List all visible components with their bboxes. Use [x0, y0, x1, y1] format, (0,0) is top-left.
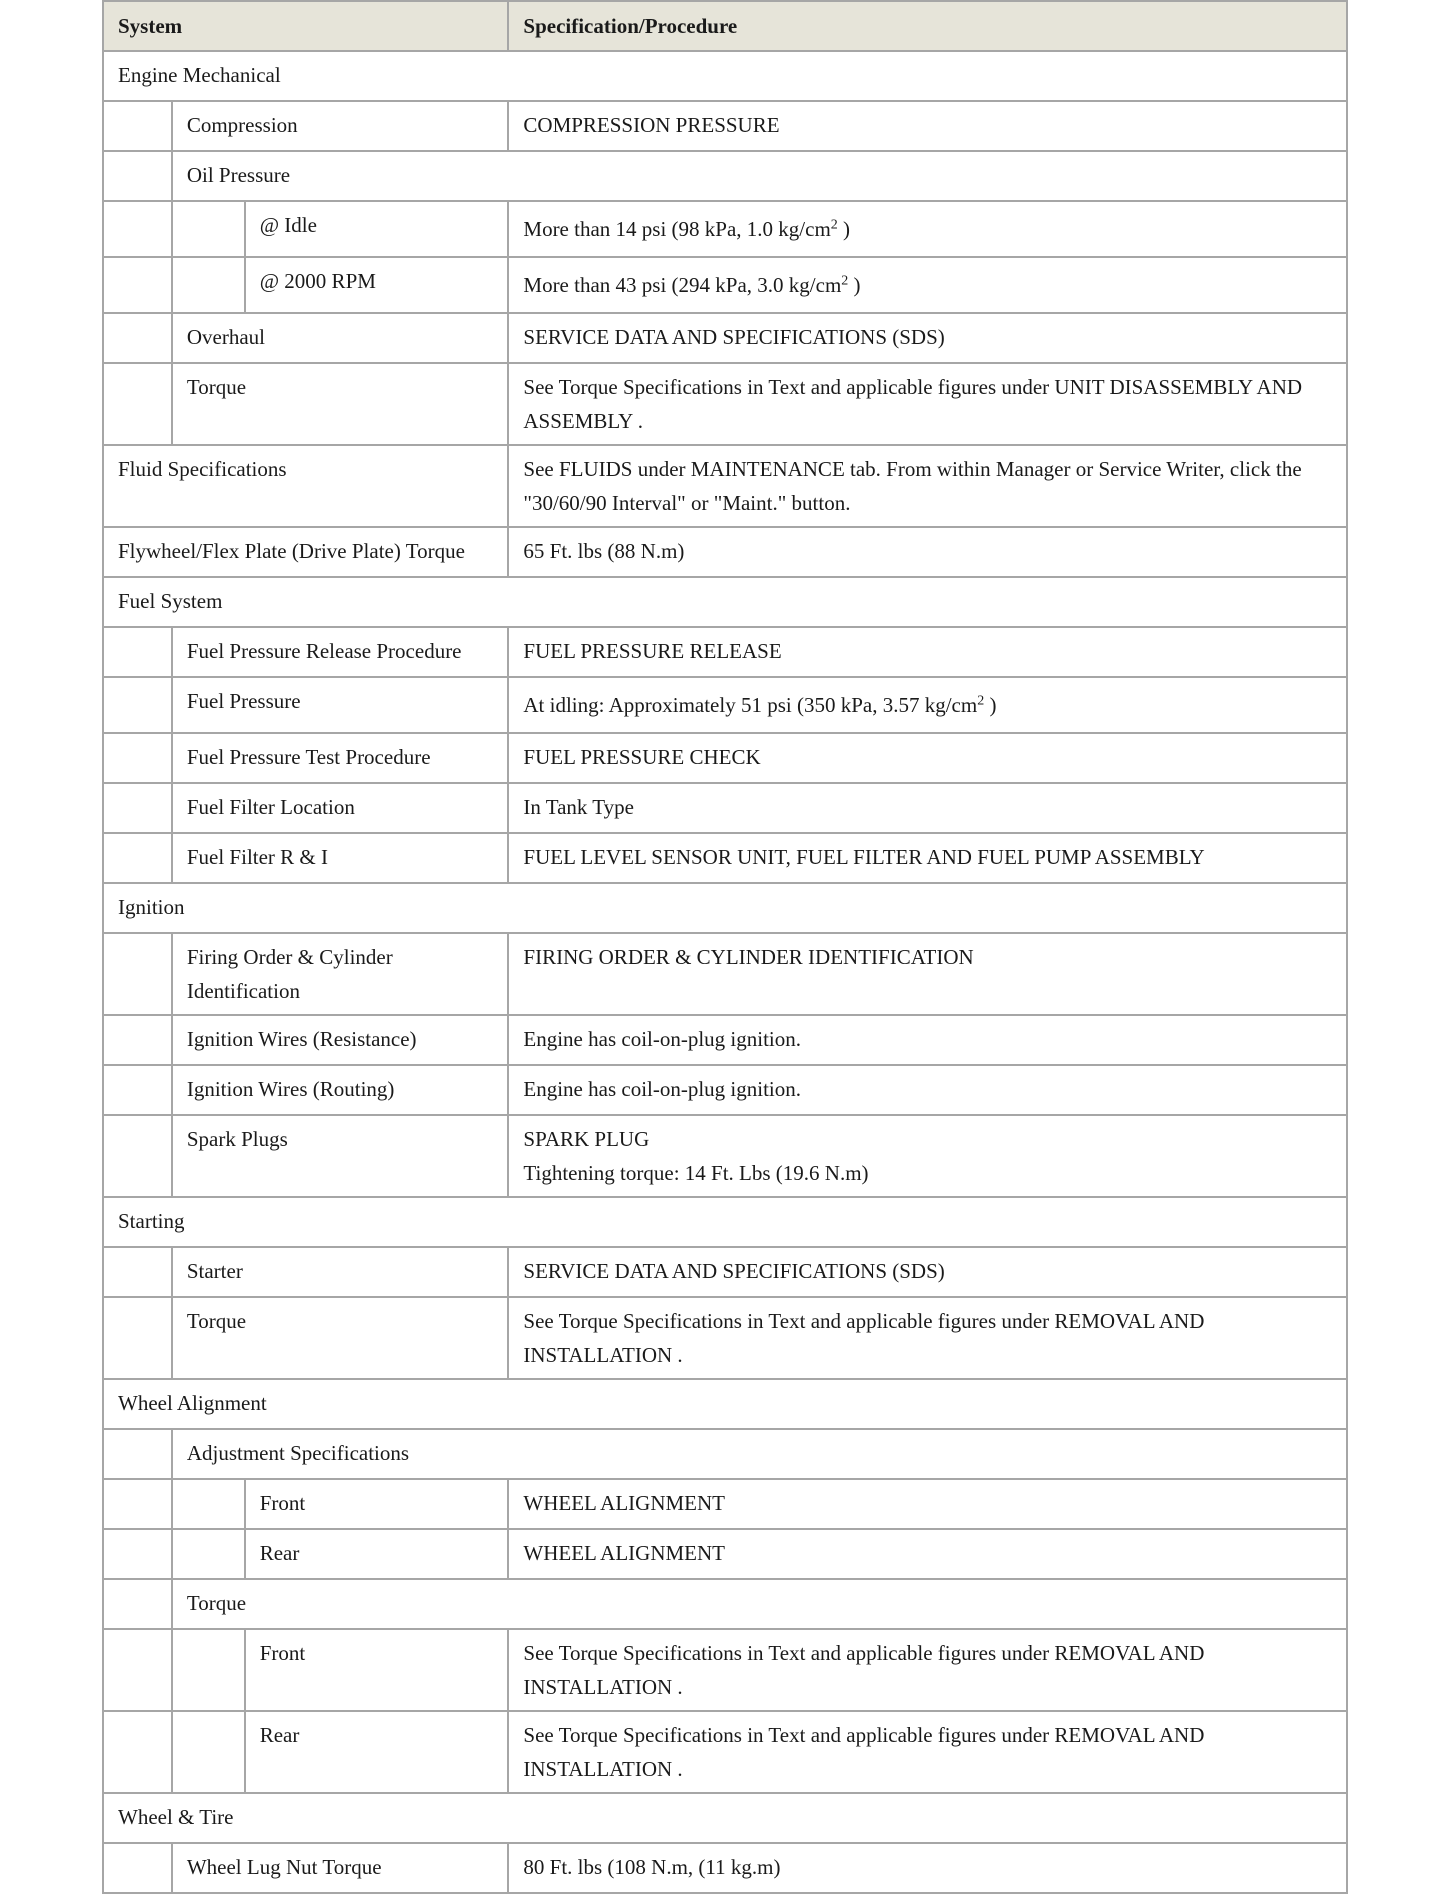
table-row — [103, 1793, 1347, 1843]
table-row — [103, 1379, 1347, 1429]
system-cell: Front — [245, 1629, 509, 1711]
indent-cell — [103, 1015, 172, 1065]
indent-cell — [103, 1297, 172, 1379]
table-row — [103, 1579, 1347, 1629]
indent-cell — [103, 1529, 172, 1579]
specifications-table — [102, 0, 1348, 1894]
system-cell: Fuel Filter Location — [172, 783, 509, 833]
spec-cell: Engine has coil-on-plug ignition. — [508, 1015, 1347, 1065]
system-cell: Starter — [172, 1247, 509, 1297]
header-row — [103, 1, 1347, 51]
spec-cell: WHEEL ALIGNMENT — [508, 1479, 1347, 1529]
indent-cell — [172, 257, 245, 313]
section-wheel-alignment: Wheel Alignment — [103, 1379, 1347, 1429]
indent-cell — [172, 1479, 245, 1529]
spec-cell — [508, 1115, 1347, 1197]
spec-text: More than 43 psi (294 kPa, 3.0 kg/cm — [523, 273, 842, 297]
table-row — [103, 1297, 1347, 1379]
indent-cell — [172, 1529, 245, 1579]
indent-cell — [103, 1843, 172, 1893]
table-row — [103, 1197, 1347, 1247]
system-cell: Ignition Wires (Resistance) — [172, 1015, 509, 1065]
superscript: 2 — [841, 273, 849, 289]
spec-text: SPARK PLUG — [523, 1127, 650, 1151]
system-cell: Fuel Pressure Release Procedure — [172, 627, 509, 677]
table-row — [103, 783, 1347, 833]
system-cell: Firing Order & Cylinder Identification — [172, 933, 509, 1015]
spec-text: ) — [848, 273, 861, 297]
table-row — [103, 933, 1347, 1015]
table-row — [103, 1843, 1347, 1893]
system-cell: Compression — [172, 101, 509, 151]
table-row — [103, 1479, 1347, 1529]
indent-cell — [172, 1629, 245, 1711]
table-row — [103, 577, 1347, 627]
indent-cell — [172, 1711, 245, 1793]
indent-cell — [103, 833, 172, 883]
spec-cell: COMPRESSION PRESSURE — [508, 101, 1347, 151]
indent-cell — [103, 201, 172, 257]
spec-cell: SERVICE DATA AND SPECIFICATIONS (SDS) — [508, 1247, 1347, 1297]
spec-cell: WHEEL ALIGNMENT — [508, 1529, 1347, 1579]
subsection-adjustment-specs: Adjustment Specifications — [172, 1429, 1347, 1479]
spec-cell: See Torque Specifications in Text and applicable figures under REMOVAL AND INSTALLATION . — [508, 1711, 1347, 1793]
section-ignition: Ignition — [103, 883, 1347, 933]
indent-cell — [103, 1579, 172, 1629]
system-cell: Spark Plugs — [172, 1115, 509, 1197]
table-row — [103, 257, 1347, 313]
indent-cell — [103, 1247, 172, 1297]
table-row — [103, 833, 1347, 883]
spec-cell: Engine has coil-on-plug ignition. — [508, 1065, 1347, 1115]
system-cell: @ Idle — [245, 201, 509, 257]
system-cell: Ignition Wires (Routing) — [172, 1065, 509, 1115]
indent-cell — [103, 257, 172, 313]
section-starting: Starting — [103, 1197, 1347, 1247]
system-cell: Torque — [172, 1297, 509, 1379]
spec-text: More than 14 psi (98 kPa, 1.0 kg/cm — [523, 217, 831, 241]
subsection-torque: Torque — [172, 1579, 1347, 1629]
spec-cell — [508, 677, 1347, 733]
indent-cell — [103, 363, 172, 445]
table-row — [103, 677, 1347, 733]
spec-cell: 65 Ft. lbs (88 N.m) — [508, 527, 1347, 577]
table-row — [103, 733, 1347, 783]
indent-cell — [103, 1429, 172, 1479]
table-row — [103, 1629, 1347, 1711]
system-cell: Fluid Specifications — [103, 445, 508, 527]
indent-cell — [103, 1479, 172, 1529]
indent-cell — [172, 201, 245, 257]
spec-cell: 80 Ft. lbs (108 N.m, (11 kg.m) — [508, 1843, 1347, 1893]
system-cell: Rear — [245, 1529, 509, 1579]
table-row — [103, 313, 1347, 363]
spec-cell — [508, 201, 1347, 257]
system-cell: Flywheel/Flex Plate (Drive Plate) Torque — [103, 527, 508, 577]
system-cell: Fuel Filter R & I — [172, 833, 509, 883]
spec-text: ) — [837, 217, 851, 241]
table-row — [103, 1711, 1347, 1793]
indent-cell — [103, 101, 172, 151]
spec-cell: SERVICE DATA AND SPECIFICATIONS (SDS) — [508, 313, 1347, 363]
table-row — [103, 445, 1347, 527]
spec-text: At idling: Approximately 51 psi (350 kPa, 3.57 kg/cm — [523, 693, 978, 717]
column-header-spec: Specification/Procedure — [508, 1, 1347, 51]
table-row — [103, 883, 1347, 933]
spec-cell: FUEL PRESSURE RELEASE — [508, 627, 1347, 677]
spec-cell: See Torque Specifications in Text and applicable figures under UNIT DISASSEMBLY AND ASSEMBLY . — [508, 363, 1347, 445]
indent-cell — [103, 783, 172, 833]
spec-cell — [508, 257, 1347, 313]
table-row — [103, 1015, 1347, 1065]
subsection-oil-pressure: Oil Pressure — [172, 151, 1347, 201]
table-row — [103, 201, 1347, 257]
table-row — [103, 527, 1347, 577]
spec-cell: In Tank Type — [508, 783, 1347, 833]
table-row — [103, 51, 1347, 101]
table-row — [103, 1065, 1347, 1115]
system-cell: Overhaul — [172, 313, 509, 363]
indent-cell — [103, 677, 172, 733]
indent-cell — [103, 1711, 172, 1793]
table-row — [103, 1529, 1347, 1579]
table-row — [103, 101, 1347, 151]
table-row — [103, 1429, 1347, 1479]
spec-cell: See Torque Specifications in Text and applicable figures under REMOVAL AND INSTALLATION . — [508, 1629, 1347, 1711]
superscript: 2 — [977, 693, 985, 709]
section-engine-mechanical: Engine Mechanical — [103, 51, 1347, 101]
spec-text: Tightening torque: 14 Ft. Lbs (19.6 N.m) — [523, 1161, 869, 1185]
indent-cell — [103, 1115, 172, 1197]
system-cell: @ 2000 RPM — [245, 257, 509, 313]
spec-cell: FUEL PRESSURE CHECK — [508, 733, 1347, 783]
spec-cell: FIRING ORDER & CYLINDER IDENTIFICATION — [508, 933, 1347, 1015]
indent-cell — [103, 933, 172, 1015]
table-row — [103, 363, 1347, 445]
spec-cell: See Torque Specifications in Text and applicable figures under REMOVAL AND INSTALLATION . — [508, 1297, 1347, 1379]
indent-cell — [103, 1629, 172, 1711]
spec-cell: FUEL LEVEL SENSOR UNIT, FUEL FILTER AND FUEL PUMP ASSEMBLY — [508, 833, 1347, 883]
table-row — [103, 1115, 1347, 1197]
indent-cell — [103, 733, 172, 783]
superscript: 2 — [830, 217, 838, 233]
system-cell: Fuel Pressure — [172, 677, 509, 733]
indent-cell — [103, 313, 172, 363]
system-cell: Torque — [172, 363, 509, 445]
system-cell: Fuel Pressure Test Procedure — [172, 733, 509, 783]
spec-text: ) — [984, 693, 997, 717]
table-row — [103, 151, 1347, 201]
section-fuel-system: Fuel System — [103, 577, 1347, 627]
system-cell: Wheel Lug Nut Torque — [172, 1843, 509, 1893]
indent-cell — [103, 627, 172, 677]
system-cell: Rear — [245, 1711, 509, 1793]
system-cell: Front — [245, 1479, 509, 1529]
table-row — [103, 1247, 1347, 1297]
column-header-system: System — [103, 1, 508, 51]
indent-cell — [103, 151, 172, 201]
spec-cell: See FLUIDS under MAINTENANCE tab. From within Manager or Service Writer, click the "30/60/90 Interval" or "Maint." button. — [508, 445, 1347, 527]
section-wheel-tire: Wheel & Tire — [103, 1793, 1347, 1843]
indent-cell — [103, 1065, 172, 1115]
table-row — [103, 627, 1347, 677]
